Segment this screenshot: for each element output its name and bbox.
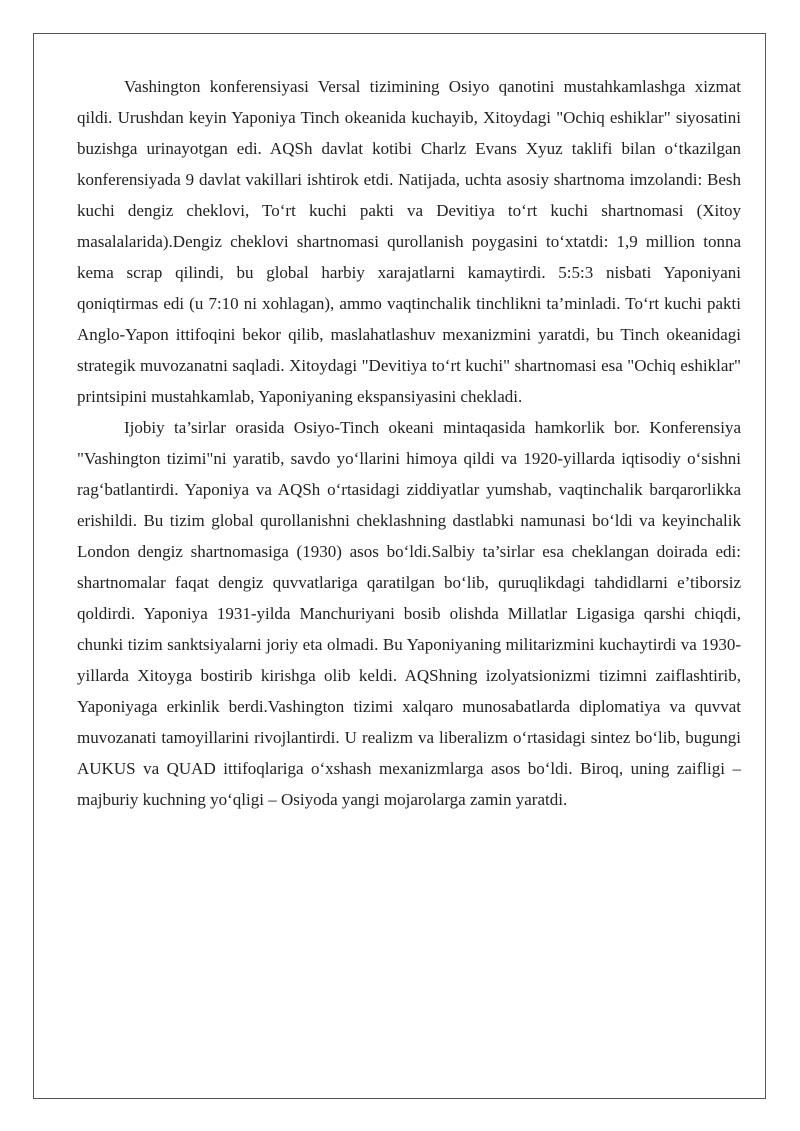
- document-body: [77, 71, 741, 815]
- paragraph-washington-conference: Vashington konferensiyasi Versal tizimining Osiyo qanotini mustahkamlashga xizmat qildi. Urushdan keyin Yaponiya Tinch okeanida kuchayib, Xitoydagi "Ochiq eshiklar" siyosatini buzishga urinayotgan edi. AQSh davlat kotibi Charlz Evans Xyuz taklifi bilan o‘tkazilgan konferensiyada 9 davlat vakillari ishtirok etdi. Natijada, uchta asosiy shartnoma imzolandi: Besh kuchi dengiz cheklovi, To‘rt kuchi pakti va Devitiya to‘rt kuchi shartnomasi (Xitoy masalalarida).Dengiz cheklovi shartnomasi qurollanish poygasini to‘xtatdi: 1,9 million tonna kema scrap qilindi, bu global harbiy xarajatlarni kamaytirdi. 5:5:3 nisbati Yaponiyani qoniqtirmas edi (u 7:10 ni xohlagan), ammo vaqtinchalik tinchlikni ta’minladi. To‘rt kuchi pakti Anglo-Yapon ittifoqini bekor qilib, maslahatlashuv mexanizmini yaratdi, bu Tinch okeanidagi strategik muvozanatni saqladi. Xitoydagi "Devitiya to‘rt kuchi" shartnomasi esa "Ochiq eshiklar" printsipini mustahkamlab, Yaponiyaning ekspansiyasini chekladi.: [77, 77, 741, 406]
- paragraph-effects: Ijobiy ta’sirlar orasida Osiyo-Tinch okeani mintaqasida hamkorlik bor. Konferensiya "Vashington tizimi"ni yaratib, savdo yo‘llarini himoya qildi va 1920-yillarda iqtisodiy o‘sishni rag‘batlantirdi. Yaponiya va AQSh o‘rtasidagi ziddiyatlar yumshab, vaqtinchalik barqarorlikka erishildi. Bu tizim global qurollanishni cheklashning dastlabki namunasi bo‘ldi va keyinchalik London dengiz shartnomasiga (1930) asos bo‘ldi.Salbiy ta’sirlar esa cheklangan doirada edi: shartnomalar faqat dengiz quvvatlariga qaratilgan bo‘lib, quruqlikdagi tahdidlarni e’tiborsiz qoldirdi. Yaponiya 1931-yilda Manchuriyani bosib olishda Millatlar Ligasiga qarshi chiqdi, chunki tizim sanktsiyalarni joriy eta olmadi. Bu Yaponiyaning militarizmini kuchaytirdi va 1930-yillarda Xitoyga bostirib kirishga olib keldi. AQShning izolyatsionizmi tizimni zaiflashtirib, Yaponiyaga erkinlik berdi.Vashington tizimi xalqaro munosabatlarda diplomatiya va quvvat muvozanati tamoyillarini rivojlantirdi. U realizm va liberalizm o‘rtasidagi sintez bo‘lib, bugungi AUKUS va QUAD ittifoqlariga o‘xshash mexanizmlarga asos bo‘ldi. Biroq, uning zaifligi – majburiy kuchning yo‘qligi – Osiyoda yangi mojarolarga zamin yaratdi.: [77, 418, 741, 809]
